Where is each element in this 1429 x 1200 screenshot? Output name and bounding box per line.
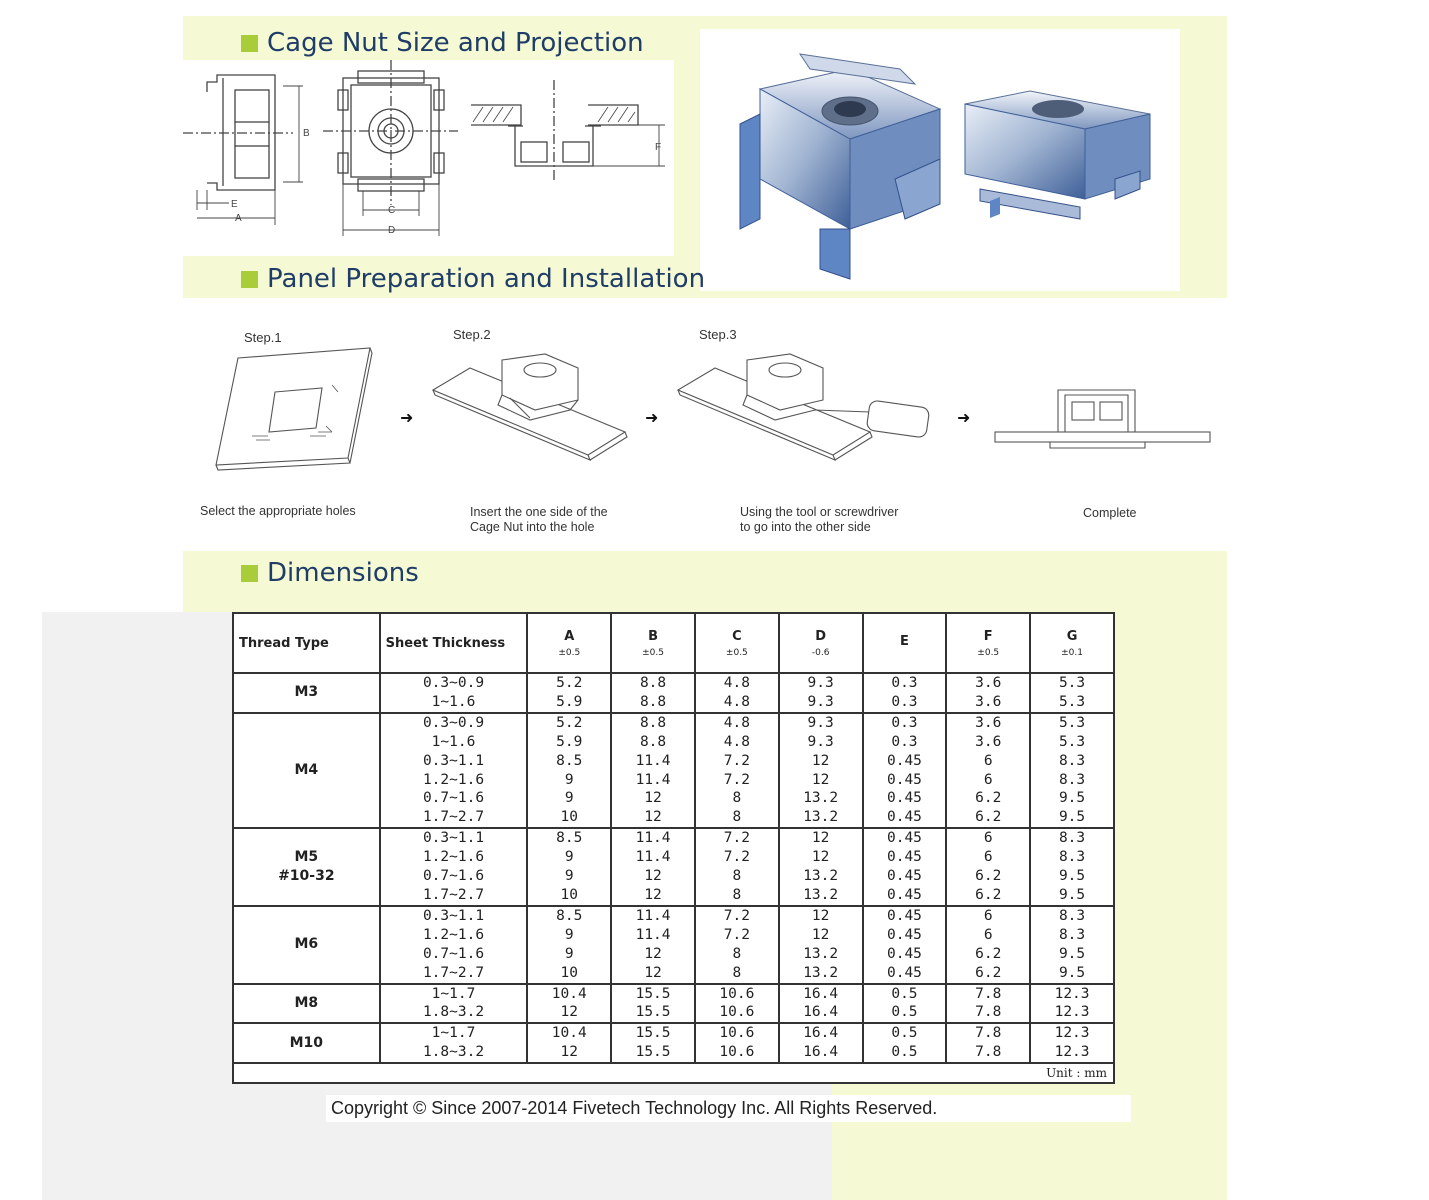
cell-value: 12 [644,886,662,903]
cell-value: 12 [644,945,662,962]
cell-value: 7.8 [975,1004,1002,1021]
cell-value: 1~1.7 [431,985,476,1002]
cell-value: 6.2 [975,809,1002,826]
cell-value: 12 [811,849,830,866]
cell-value: 12 [811,830,830,847]
cage-nut-render-right [965,91,1150,219]
cell-value: 7.2 [723,849,750,866]
cell-value: 6.2 [975,886,1002,903]
cell-value: 5.3 [1058,693,1086,710]
cell-value: 5.9 [556,733,583,750]
cell-value: 9 [564,771,574,788]
cell-value: 11.4 [635,926,671,943]
thread-type-cell [233,828,380,906]
header-sheet-thickness: Sheet Thickness [380,613,528,673]
cell-value: 9.3 [807,714,834,731]
cell-value: 11.4 [635,849,671,866]
cell-value: 11.4 [635,752,671,769]
dimension-cell [863,713,947,828]
cell-value: 1.8~3.2 [422,1004,485,1021]
dimension-cell [611,984,695,1024]
thread-type-text: M6 [294,936,319,953]
step-caption-2 [470,505,608,535]
cell-value: 7.2 [723,926,750,943]
cell-value: 6.2 [975,790,1002,807]
sheet-thickness-cell [380,713,528,828]
thread-type-cell [233,1023,380,1063]
dimension-cell [527,713,611,828]
bullet-square-icon [241,271,258,288]
cell-value: 15.5 [635,1044,671,1061]
cell-value: 8 [732,790,742,807]
cell-value: 6.2 [975,964,1002,981]
cell-value: 0.45 [886,790,922,807]
cage-nut-renders [700,29,1180,291]
cell-value: 10.4 [551,985,587,1002]
cell-value: 7.8 [975,1044,1002,1061]
cell-value: 10.6 [719,1044,755,1061]
cell-value: 0.3 [891,675,918,691]
cell-value: 0.5 [891,1044,918,1061]
cell-value: 0.7~1.6 [422,790,485,807]
dimension-cell [611,673,695,713]
cell-value: 10.6 [719,1004,755,1021]
table-row [233,984,1114,1024]
cell-value: 9.5 [1058,945,1086,962]
cell-value: 12 [644,809,662,826]
cell-value: 3.6 [975,675,1002,691]
cell-value: 8.8 [639,675,667,691]
caption-line: to go into the other side [740,520,871,534]
dimension-cell [695,828,779,906]
section-title-cage-nut [241,28,644,58]
cell-value: 5.3 [1058,675,1086,691]
cell-value: 0.5 [891,1004,918,1021]
thread-type-cell [233,673,380,713]
cell-value: 0.3~1.1 [422,830,485,847]
thread-type-text: #10-32 [278,868,335,885]
cell-value: 0.5 [891,985,918,1002]
cell-value: 8.3 [1058,849,1086,866]
dimension-cell [863,906,947,984]
cell-value: 8.8 [639,733,667,750]
cell-value: 10 [560,964,578,981]
cell-value: 5.3 [1058,733,1086,750]
cell-value: 3.6 [975,714,1002,731]
dimension-cell [1030,673,1114,713]
cell-value: 13.2 [803,790,839,807]
dimension-cell [527,828,611,906]
bullet-square-icon [241,35,258,52]
cell-value: 0.45 [886,868,922,885]
cell-value: 15.5 [635,1004,671,1021]
arrow-right-icon: ➜ [957,408,971,427]
dimension-cell [527,984,611,1024]
step-caption-3 [740,505,898,535]
dimension-cell [1030,906,1114,984]
cell-value: 6 [983,752,993,769]
cell-value: 1~1.6 [431,693,476,710]
dimension-cell [1030,984,1114,1024]
dim-label-a: A [235,213,242,224]
cell-value: 0.45 [886,945,922,962]
cell-value: 12 [644,868,662,885]
section-title-text: Cage Nut Size and Projection [267,28,644,58]
cell-value: 13.2 [803,964,839,981]
cell-value: 16.4 [803,1025,839,1042]
cell-value: 6 [983,771,993,788]
section-title-dimensions [241,558,419,588]
table-row [233,713,1114,828]
cell-value: 12 [811,926,830,943]
cell-value: 10.4 [551,1025,587,1042]
cell-value: 1.7~2.7 [422,964,485,981]
cell-value: 9.5 [1058,886,1086,903]
cell-value: 9.5 [1058,868,1086,885]
step-caption-1 [200,504,356,519]
dimension-cell [863,673,947,713]
cell-value: 1.7~2.7 [422,886,485,903]
cell-value: 4.8 [723,733,750,750]
table-row [233,673,1114,713]
dimension-cell [527,673,611,713]
header-g: G ±0.1 [1030,613,1114,673]
cell-value: 10 [560,809,578,826]
dimension-cell [779,828,863,906]
dimension-cell [695,906,779,984]
cell-value: 12 [560,1004,578,1021]
dimension-cell [863,984,947,1024]
cell-value: 10 [560,886,578,903]
thread-type-text: M8 [294,994,319,1011]
dimension-cell [946,713,1030,828]
dimension-cell [946,906,1030,984]
cell-value: 0.45 [886,771,922,788]
thread-type-text: M5 [294,849,319,866]
cell-value: 12.3 [1054,985,1090,1002]
cell-value: 13.2 [803,809,839,826]
cell-value: 5.2 [556,714,583,731]
copyright-notice: Copyright © Since 2007-2014 Fivetech Technology Inc. All Rights Reserved. [326,1095,1131,1122]
cell-value: 8 [732,809,742,826]
cell-value: 8 [732,964,742,981]
cell-value: 11.4 [635,907,671,924]
dimension-cell [695,984,779,1024]
cell-value: 6 [983,849,993,866]
cell-value: 0.3~0.9 [422,675,485,691]
cell-value: 9.3 [807,693,834,710]
cell-value: 11.4 [635,830,671,847]
cell-value: 9 [564,945,574,962]
cell-value: 1.8~3.2 [422,1044,485,1061]
dimension-cell [863,1023,947,1063]
cell-value: 7.2 [723,830,750,847]
dimension-cell [1030,828,1114,906]
caption-line: Cage Nut into the hole [470,520,595,534]
dim-label-b: B [303,128,310,139]
table-row [233,1023,1114,1063]
cell-value: 12.3 [1054,1004,1090,1021]
cell-value: 10.6 [719,1025,755,1042]
cell-value: 8.5 [556,830,583,847]
cell-value: 1.2~1.6 [422,849,485,866]
cell-value: 7.2 [723,907,750,924]
cell-value: 5.3 [1058,714,1086,731]
dimension-cell [946,984,1030,1024]
dimension-cell [695,673,779,713]
cell-value: 12 [644,964,662,981]
cell-value: 0.45 [886,926,922,943]
cell-value: 9.5 [1058,964,1086,981]
dimension-cell [863,828,947,906]
step-label-1: Step.1 [244,330,282,345]
cell-value: 8.3 [1058,830,1086,847]
thread-type-text: M10 [289,1034,324,1051]
cell-value: 7.8 [975,985,1002,1002]
cell-value: 6 [983,830,993,847]
dimension-cell [946,1023,1030,1063]
cell-value: 9 [564,926,574,943]
cell-value: 0.3 [891,714,918,731]
cell-value: 0.3~1.1 [422,752,485,769]
cell-value: 8 [732,886,742,903]
unit-label: Unit : mm [1030,1063,1114,1083]
cell-value: 13.2 [803,868,839,885]
dimension-cell [1030,713,1114,828]
dimension-cell [527,906,611,984]
sheet-thickness-cell [380,828,528,906]
cell-value: 9 [564,868,574,885]
cell-value: 8.5 [556,907,583,924]
step-label-2: Step.2 [453,327,491,342]
section-title-text: Dimensions [267,558,419,588]
cell-value: 12.3 [1054,1044,1090,1061]
step-caption-4 [1083,506,1137,521]
cell-value: 8.3 [1058,771,1086,788]
dimension-cell [611,1023,695,1063]
cell-value: 9 [564,849,574,866]
cell-value: 7.8 [975,1025,1002,1042]
sheet-thickness-cell [380,984,528,1024]
dimension-cell [611,828,695,906]
table-row [233,828,1114,906]
cell-value: 6 [983,907,993,924]
cell-value: 0.7~1.6 [422,868,485,885]
header-e: E [863,613,947,673]
cell-value: 9.3 [807,675,834,691]
cell-value: 0.3~1.1 [422,907,485,924]
section-title-text: Panel Preparation and Installation [267,264,706,294]
header-b: B ±0.5 [611,613,695,673]
dim-label-c: C [388,205,396,216]
step-label-3: Step.3 [699,327,737,342]
cell-value: 9.5 [1058,809,1086,826]
thread-type-cell [233,906,380,984]
dimension-cell [527,1023,611,1063]
cell-value: 12 [560,1044,578,1061]
header-c: C ±0.5 [695,613,779,673]
cell-value: 0.3 [891,693,918,710]
cell-value: 0.3~0.9 [422,714,485,731]
cell-value: 0.45 [886,830,922,847]
header-f: F ±0.5 [946,613,1030,673]
table-footer-row [233,1063,1114,1083]
cell-value: 0.7~1.6 [422,945,485,962]
cage-nut-technical-drawing [183,60,674,256]
cell-value: 9.3 [807,733,834,750]
cell-value: 12.3 [1054,1025,1090,1042]
cell-value: 8.3 [1058,907,1086,924]
cell-value: 8.8 [639,714,667,731]
cell-value: 3.6 [975,693,1002,710]
cell-value: 1~1.7 [431,1025,476,1042]
cell-value: 9 [564,790,574,807]
cell-value: 0.45 [886,964,922,981]
cell-value: 9.5 [1058,790,1086,807]
header-a: A ±0.5 [527,613,611,673]
caption-line: Using the tool or screwdriver [740,505,899,519]
cell-value: 6 [983,926,993,943]
dimensions-table [232,612,1115,1084]
cell-value: 12 [644,790,662,807]
cell-value: 0.45 [886,886,922,903]
thread-type-cell [233,984,380,1024]
header-d: D -0.6 [779,613,863,673]
cell-value: 8 [732,868,742,885]
cell-value: 8.3 [1058,752,1086,769]
cell-value: 13.2 [803,886,839,903]
arrow-right-icon: ➜ [400,408,414,427]
cell-value: 4.8 [723,714,750,731]
cell-value: 0.5 [891,1025,918,1042]
dimension-cell [695,1023,779,1063]
cell-value: 6.2 [975,868,1002,885]
dimension-cell [779,984,863,1024]
cell-value: 16.4 [803,1004,839,1021]
dimension-cell [779,713,863,828]
cell-value: 0.45 [886,907,922,924]
cell-value: 10.6 [719,985,755,1002]
cell-value: 4.8 [723,693,750,710]
cell-value: 13.2 [803,945,839,962]
dimension-cell [946,828,1030,906]
cell-value: 3.6 [975,733,1002,750]
dimension-cell [611,906,695,984]
dim-label-e: E [231,199,238,210]
cell-value: 4.8 [723,675,750,691]
cell-value: 0.45 [886,849,922,866]
sheet-thickness-cell [380,1023,528,1063]
cell-value: 15.5 [635,985,671,1002]
cell-value: 12 [811,771,830,788]
cell-value: 1.2~1.6 [422,926,485,943]
caption-line: Select the appropriate holes [200,504,356,518]
cell-value: 7.2 [723,771,750,788]
cell-value: 12 [811,907,830,924]
installation-steps-illustration [190,340,1220,480]
dimension-cell [779,906,863,984]
bullet-square-icon [241,565,258,582]
sheet-thickness-cell [380,673,528,713]
sheet-thickness-cell [380,906,528,984]
caption-line: Complete [1083,506,1137,520]
dimension-cell [695,713,779,828]
dim-label-f: F [655,142,662,153]
section-title-panel [241,264,705,294]
cell-value: 0.45 [886,809,922,826]
cell-value: 11.4 [635,771,671,788]
dimension-cell [1030,1023,1114,1063]
cell-value: 0.3 [891,733,918,750]
dimension-cell [779,673,863,713]
dim-label-d: D [388,225,396,236]
thread-type-cell [233,713,380,828]
thread-type-text: M4 [294,762,319,779]
table-header-row [233,613,1114,673]
cage-nut-render-left [740,54,940,279]
cell-value: 1~1.6 [431,733,476,750]
cell-value: 8 [732,945,742,962]
cell-value: 7.2 [723,752,750,769]
header-thread-type: Thread Type [233,613,380,673]
dimension-cell [779,1023,863,1063]
cell-value: 5.9 [556,693,583,710]
dimension-cell [611,713,695,828]
cell-value: 6.2 [975,945,1002,962]
cell-value: 1.7~2.7 [422,809,485,826]
table-row [233,906,1114,984]
cell-value: 1.2~1.6 [422,771,485,788]
cell-value: 5.2 [556,675,583,691]
caption-line: Insert the one side of the [470,505,608,519]
arrow-right-icon: ➜ [645,408,659,427]
dimension-cell [946,673,1030,713]
cell-value: 8.5 [556,752,583,769]
cell-value: 8.3 [1058,926,1086,943]
cell-value: 12 [811,752,830,769]
cell-value: 16.4 [803,1044,839,1061]
cell-value: 15.5 [635,1025,671,1042]
cell-value: 16.4 [803,985,839,1002]
thread-type-text: M3 [294,684,319,701]
cell-value: 0.45 [886,752,922,769]
cell-value: 8.8 [639,693,667,710]
